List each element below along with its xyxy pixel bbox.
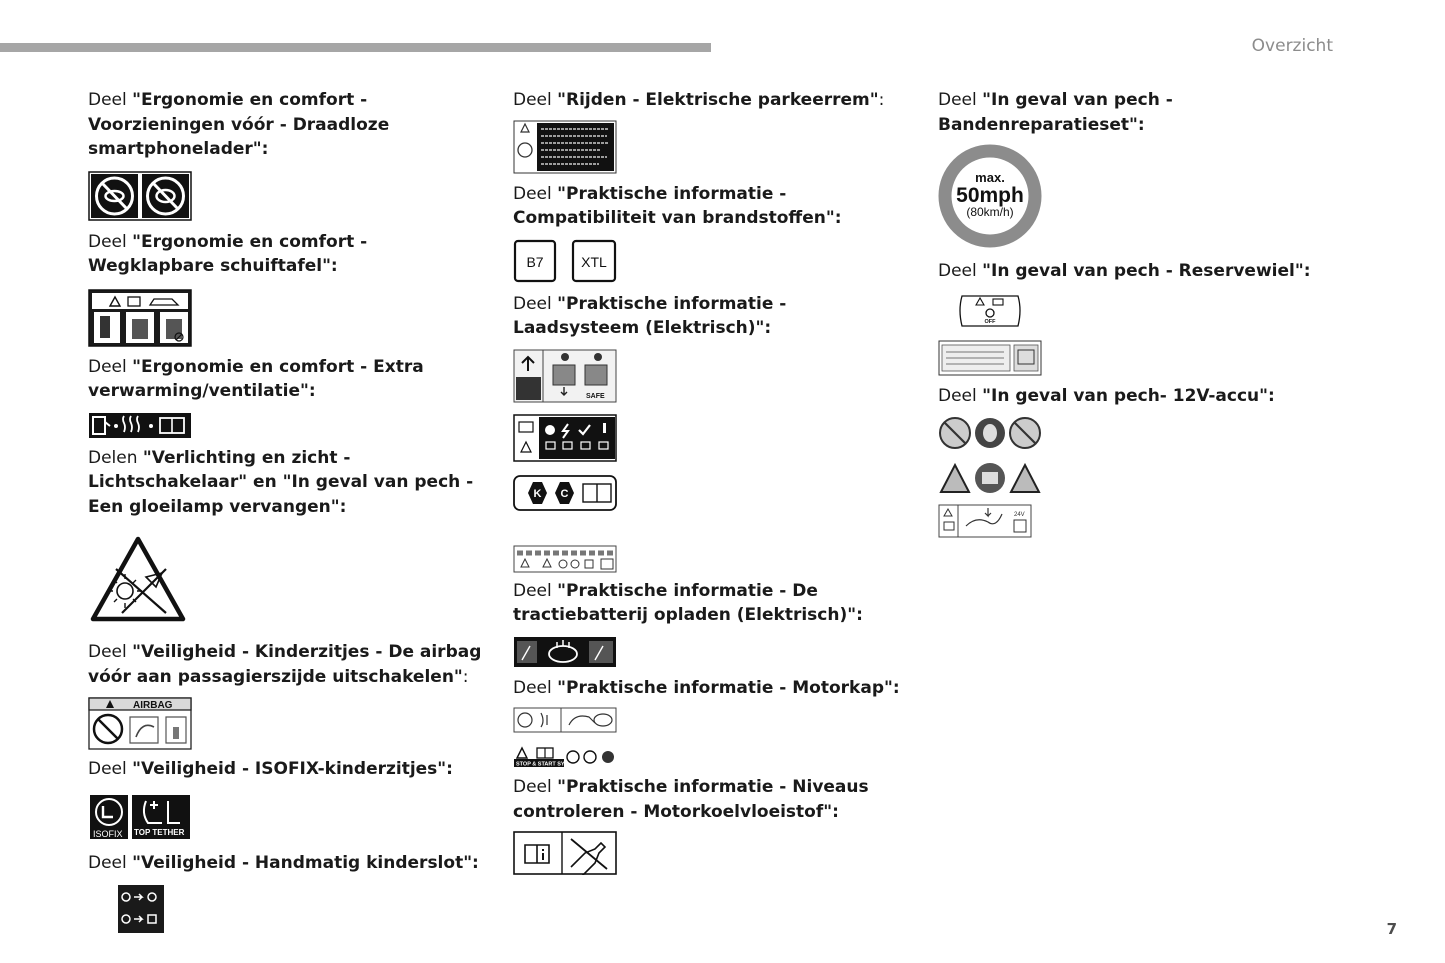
section-heading: Deel "Ergonomie en comfort - Wegklapbare schuiftafel": xyxy=(88,231,368,276)
battery-boost-diagram xyxy=(938,504,1042,538)
airbag-warning-label xyxy=(88,697,192,750)
isofix-text: ISOFIX xyxy=(93,828,123,839)
charging-system-label xyxy=(513,349,617,403)
connector-k-text: K xyxy=(533,487,542,500)
bonnet-warning-label xyxy=(513,707,617,733)
section-heading: Deel "Praktische informatie - Niveaus controleren - Motorkoelvloeistof": xyxy=(513,777,869,822)
section-heading: Deel "In geval van pech - Reservewiel": xyxy=(938,261,1311,281)
isofix-label xyxy=(88,793,192,841)
section-heading: Deel "Praktische informatie - De tractiebatterij opladen (Elektrisch)": xyxy=(513,580,863,625)
spare-wheel-diagram xyxy=(938,340,1042,376)
speed-mph-text: 50mph xyxy=(956,184,1024,207)
fuel-xtl-text: XTL xyxy=(581,253,607,270)
stop-start-warning-label xyxy=(513,744,617,768)
section-heading: Deel "Ergonomie en comfort - Extra verwarming/ventilatie": xyxy=(88,356,424,401)
folding-table-label xyxy=(88,289,192,347)
section-heading: Deel "Veiligheid - Kinderzitjes - De airbag vóór aan passagierszijde uitschakelen": xyxy=(88,642,482,687)
fuel-compatibility-labels xyxy=(513,239,617,283)
connector-type-label xyxy=(513,475,617,511)
section-heading: Deel "Praktische informatie - Laadsysteem (Elektrisch)": xyxy=(513,293,787,338)
column-left xyxy=(88,88,488,935)
charging-warnings-strip xyxy=(513,545,617,573)
section-heading: Deel "Praktische informatie - Compatibiliteit van brandstoffen": xyxy=(513,183,842,228)
stop-start-text: STOP & START SYSTEM xyxy=(516,761,580,768)
column-middle xyxy=(513,88,913,875)
airbag-label-text: AIRBAG xyxy=(133,700,173,711)
section-heading: Deel "Praktische informatie - Motorkap": xyxy=(513,677,900,698)
section-heading: Deel "Veiligheid - ISOFIX-kinderzitjes": xyxy=(88,759,453,779)
speed-max-text: max. xyxy=(975,170,1005,185)
page-number: 7 xyxy=(1386,920,1397,938)
coolant-warning-label xyxy=(513,831,617,875)
child-lock-label xyxy=(88,883,192,935)
traction-battery-label xyxy=(513,636,617,668)
section-title: Overzicht xyxy=(1251,36,1333,56)
top-accent-bar xyxy=(0,43,711,52)
section-heading: Deel "Rijden - Elektrische parkeerrem": xyxy=(513,90,885,110)
fuel-b7-text: B7 xyxy=(526,253,544,270)
connector-c-text: C xyxy=(560,487,569,500)
extra-heating-label xyxy=(88,412,192,439)
battery-warning-icons xyxy=(938,461,1042,495)
top-tether-text: TOP TETHER xyxy=(134,827,185,837)
charging-status-label xyxy=(513,414,617,462)
section-heading: Deel "In geval van pech- 12V-accu": xyxy=(938,385,1275,406)
voltage-text: 24V xyxy=(1014,512,1025,518)
speed-limit-sign xyxy=(938,144,1044,250)
section-heading: Deel "Ergonomie en comfort - Voorzieningen vóór - Draadloze smartphonelader": xyxy=(88,90,390,159)
section-heading: Delen "Verlichting en zicht - Lichtschakelaar" en "In geval van pech - Een gloeilamp vervangen": xyxy=(88,447,474,517)
no-phone-charger-label xyxy=(88,171,192,221)
speed-kmh-text: (80km/h) xyxy=(966,205,1014,219)
off-text: OFF xyxy=(984,318,996,325)
column-right xyxy=(938,88,1358,538)
battery-prohibition-icons xyxy=(938,415,1042,451)
no-light-warning-icon xyxy=(88,533,188,625)
section-heading: Deel "In geval van pech - Bandenreparatieset": xyxy=(938,90,1173,135)
spare-wheel-label xyxy=(938,292,1042,330)
parking-brake-label xyxy=(513,120,617,174)
safe-text: SAFE xyxy=(586,392,605,400)
section-heading: Deel "Veiligheid - Handmatig kinderslot": xyxy=(88,852,479,873)
